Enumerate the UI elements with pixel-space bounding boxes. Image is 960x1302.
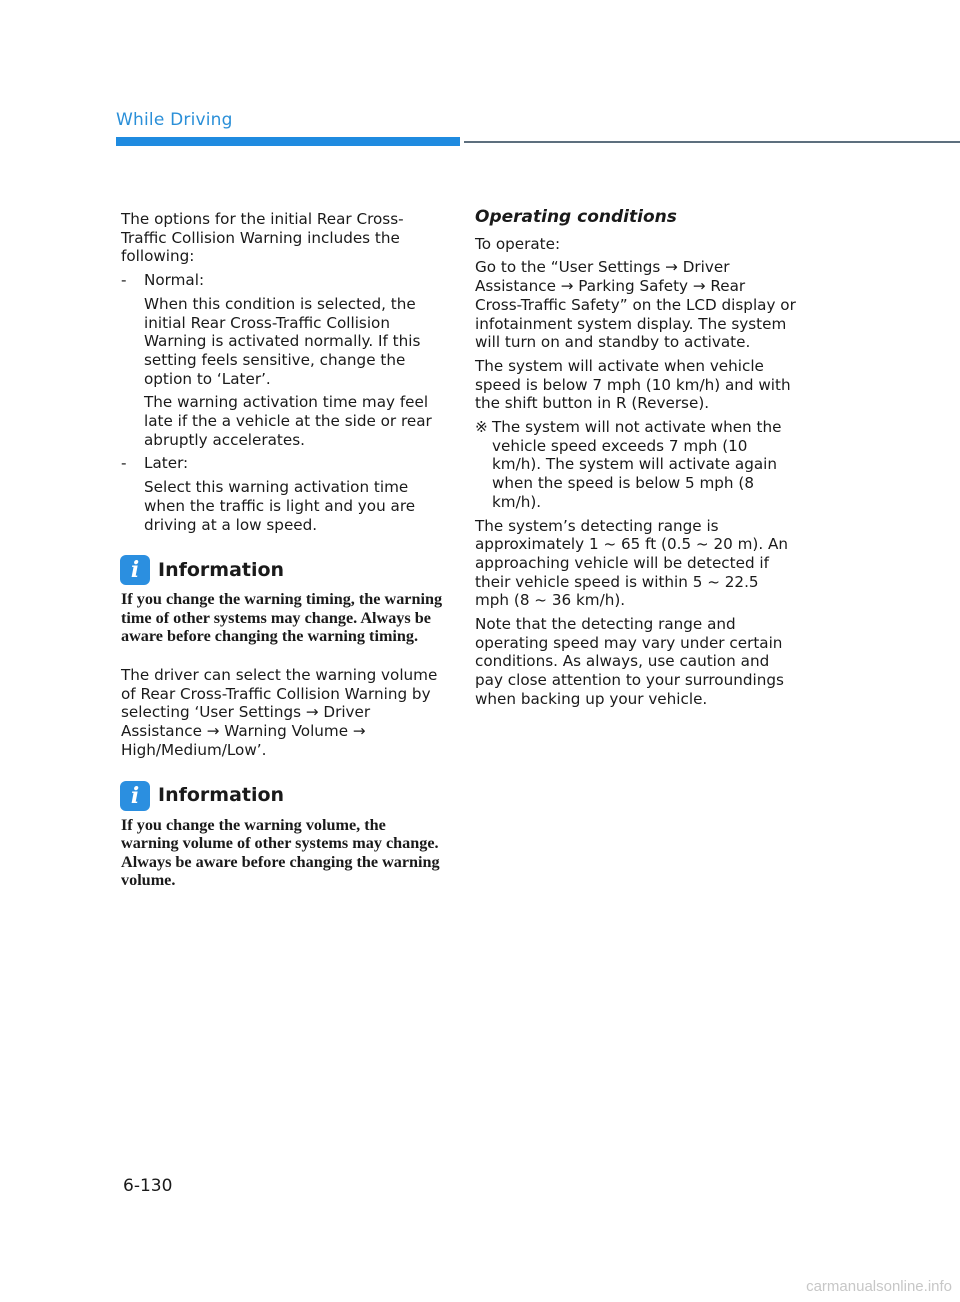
option-normal bbox=[121, 271, 443, 449]
note-text: The system will not activate when the vehicle speed exceeds 7 mph (10 km/h). The system will activate again when the speed is below 5 mph (8 km/h). bbox=[492, 418, 782, 511]
warning-volume-paragraph: The driver can select the warning volume of Rear Cross-Traffic Collision Warning by selecting ‘User Settings → Driver Assistance → Warning Volume → High/Medium/Low’. bbox=[121, 666, 438, 759]
options-list bbox=[121, 271, 443, 534]
option-label: Later: bbox=[144, 454, 189, 473]
information-header bbox=[121, 555, 443, 585]
information-icon: i bbox=[120, 781, 150, 811]
left-column bbox=[121, 210, 443, 910]
option-later bbox=[121, 454, 443, 534]
option-label: Normal: bbox=[144, 271, 205, 290]
right-column bbox=[475, 207, 797, 714]
header-accent-bar bbox=[116, 137, 460, 146]
option-description: Select this warning activation time when the traffic is light and you are driving at a low speed. bbox=[144, 478, 416, 534]
list-dash: - bbox=[121, 271, 127, 290]
option-description: When this condition is selected, the initial Rear Cross-Traffic Collision Warning is activated normally. If this setting feels sensitive, change the option to ‘Later’. bbox=[144, 294, 421, 388]
information-header bbox=[121, 781, 443, 811]
operating-conditions-heading: Operating conditions bbox=[475, 207, 677, 227]
options-intro: The options for the initial Rear Cross-Traffic Collision Warning includes the following: bbox=[121, 210, 404, 266]
option-description: The warning activation time may feel late if the a vehicle at the side or rear abruptly accelerates. bbox=[144, 393, 432, 449]
page-number: 6-130 bbox=[123, 1176, 173, 1196]
information-text: If you change the warning volume, the warning volume of other systems may change. Always be aware before changing the warning volume. bbox=[121, 815, 440, 890]
watermark: carmanualsonline.info bbox=[806, 1278, 952, 1295]
detecting-range-paragraph: The system’s detecting range is approximately 1 ~ 65 ft (0.5 ~ 20 m). An approaching vehicle will be detected if their vehicle speed is within 5 ~ 22.5 mph (8 ~ 36 km/h). bbox=[475, 516, 789, 610]
information-title: Information bbox=[158, 784, 285, 807]
information-text: If you change the warning timing, the warning time of other systems may change. Always be aware before changing the warning timing. bbox=[121, 590, 443, 646]
information-box-volume bbox=[121, 781, 443, 890]
settings-path-paragraph: Go to the “User Settings → Driver Assistance → Parking Safety → Rear Cross-Traffic Safety” on the LCD display or infotainment system display. The system will turn on and standby to activate. bbox=[475, 258, 796, 352]
information-box-timing bbox=[121, 555, 443, 646]
header-divider-line bbox=[464, 141, 960, 143]
caution-paragraph: Note that the detecting range and operating speed may vary under certain conditions. As always, use caution and pay close attention to your surroundings when backing up your vehicle. bbox=[475, 615, 784, 708]
section-title: While Driving bbox=[116, 110, 233, 130]
note-mark-icon: ※ bbox=[475, 418, 488, 437]
information-icon: i bbox=[120, 555, 150, 585]
information-title: Information bbox=[158, 558, 285, 581]
activation-speed-paragraph: The system will activate when vehicle speed is below 7 mph (10 km/h) and with the shift button in R (Reverse). bbox=[475, 356, 791, 413]
to-operate-label: To operate: bbox=[475, 234, 561, 253]
list-dash: - bbox=[121, 454, 127, 473]
speed-note bbox=[475, 418, 797, 512]
